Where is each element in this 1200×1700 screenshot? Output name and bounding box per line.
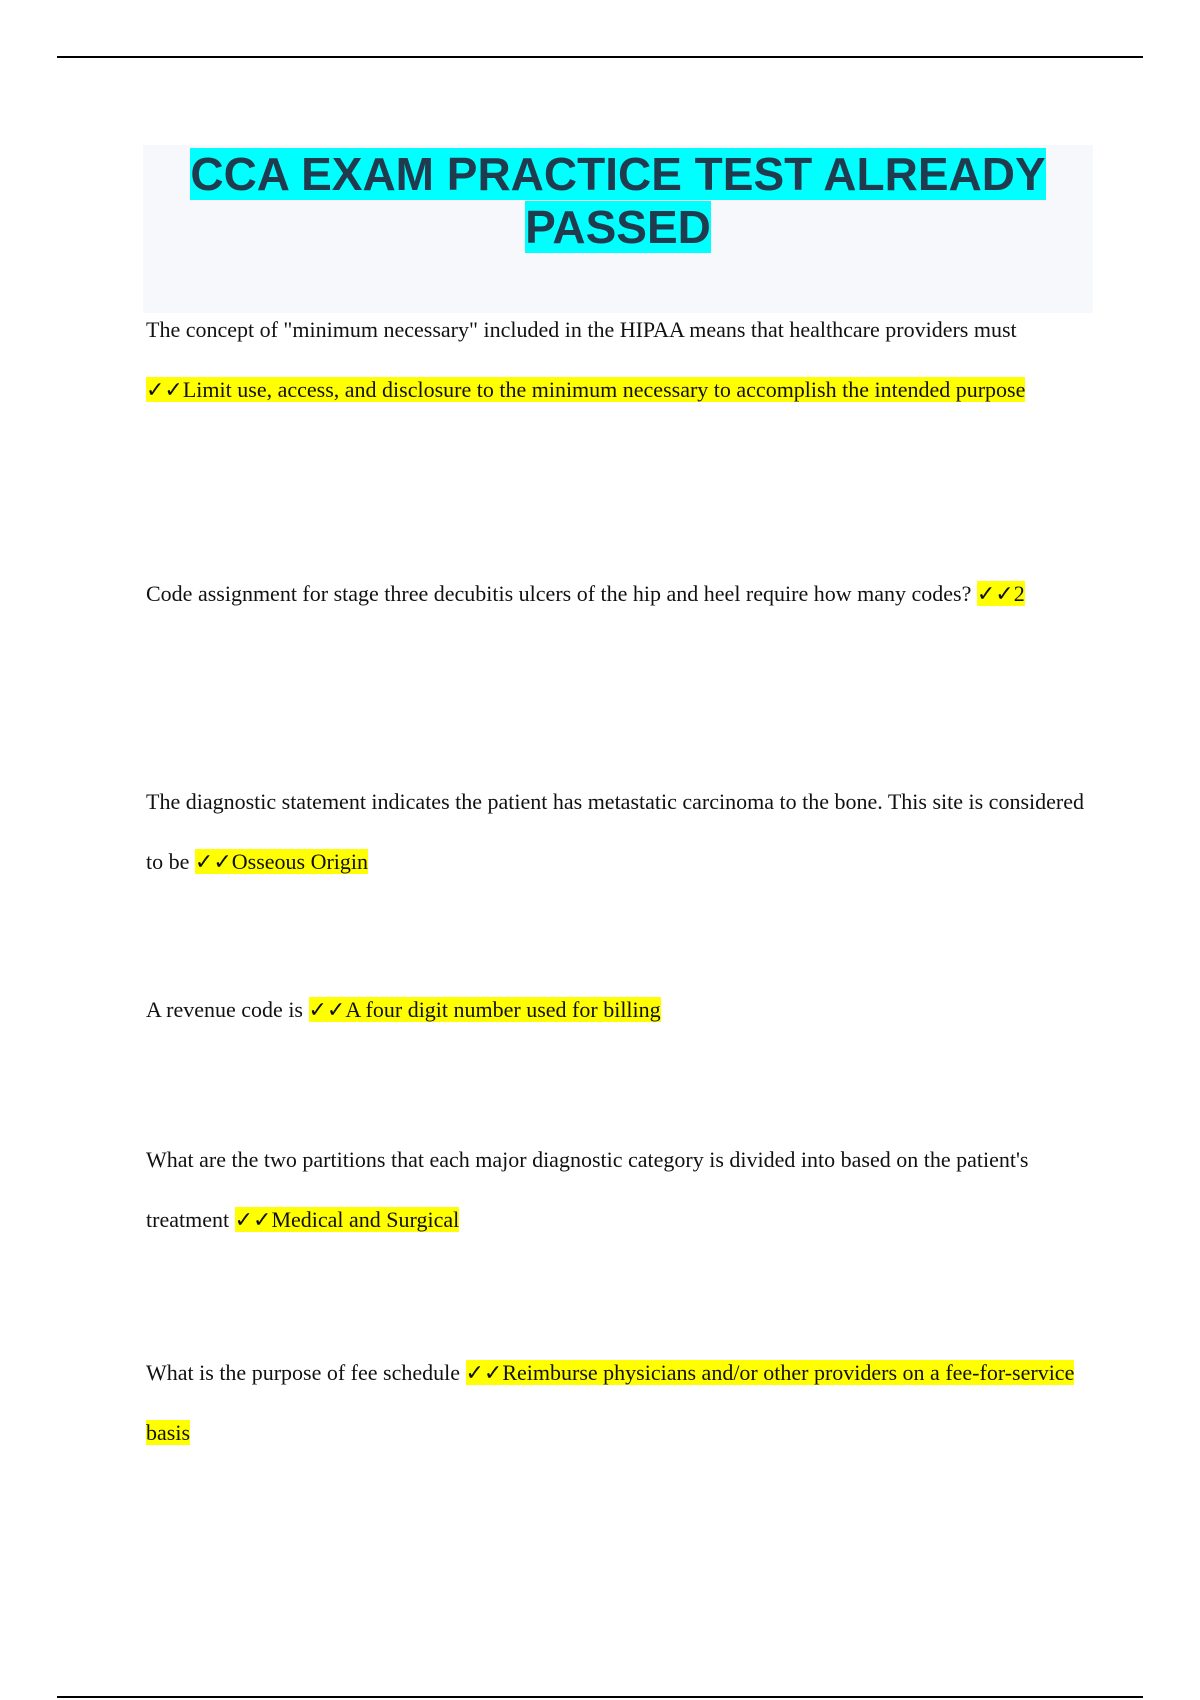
question-text: What are the two partitions that each major diagnostic category is divided into based on the patient's treatment: [146, 1147, 1029, 1232]
answer-text: ✓✓Medical and Surgical: [234, 1207, 460, 1232]
title-box: [143, 145, 1093, 313]
document-title-text: CCA EXAM PRACTICE TEST ALREADY PASSED: [190, 148, 1046, 253]
bottom-rule: [57, 1696, 1143, 1698]
answer-text: ✓✓Limit use, access, and disclosure to the minimum necessary to accomplish the intended purpose: [146, 377, 1026, 402]
answer-text: ✓✓A four digit number used for billing: [308, 997, 661, 1022]
question-text: Code assignment for stage three decubitis ulcers of the hip and heel require how many codes?: [146, 581, 977, 606]
question-text: What is the purpose of fee schedule: [146, 1360, 466, 1385]
qa-item-1: [146, 300, 1086, 420]
qa-item-6: [146, 1343, 1086, 1463]
document-title: [143, 145, 1093, 254]
answer-text: ✓✓Osseous Origin: [194, 849, 369, 874]
question-text: A revenue code is: [146, 997, 309, 1022]
qa-item-5: [146, 1130, 1086, 1250]
answer-text: ✓✓Reimburse physicians and/or other providers on a fee-for-service basis: [146, 1360, 1075, 1445]
top-rule: [57, 56, 1143, 58]
question-text: The concept of "minimum necessary" included in the HIPAA means that healthcare providers must: [146, 317, 1017, 342]
question-text: The diagnostic statement indicates the patient has metastatic carcinoma to the bone. This site is considered to be: [146, 789, 1084, 874]
qa-item-4: [146, 980, 1086, 1040]
qa-item-3: [146, 772, 1086, 892]
qa-item-2: [146, 564, 1086, 624]
answer-text: ✓✓2: [976, 581, 1025, 606]
